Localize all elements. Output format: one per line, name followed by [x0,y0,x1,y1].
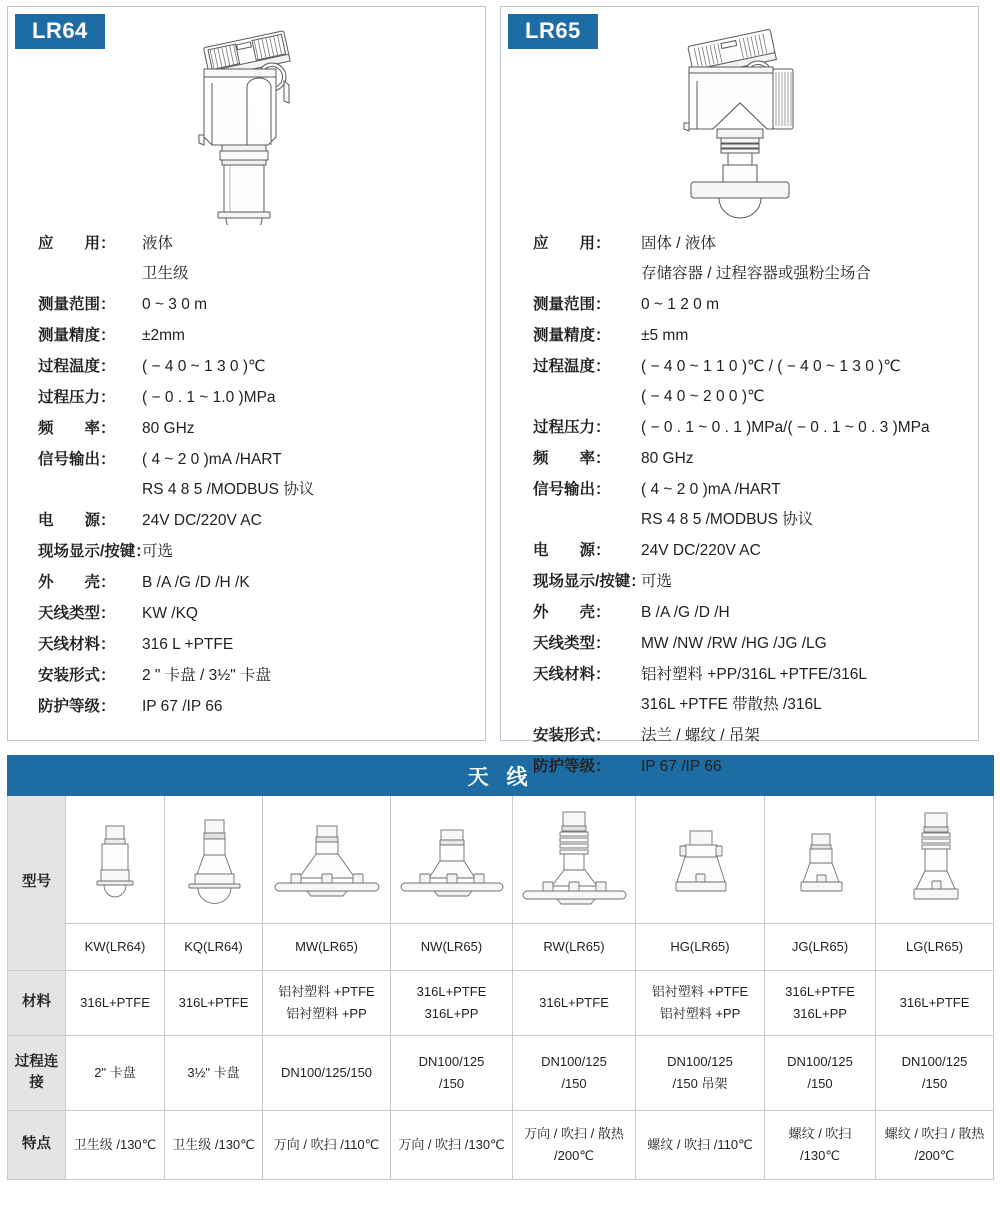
spec-label: 天线材料： [38,636,116,653]
spec-value: 2 " 卡盘 / 3½" 卡盘 [142,667,272,684]
product-tag-lr65: LR65 [508,14,598,49]
spec-value: 可选 [641,573,673,590]
spec-value: B /A /G /D /H /K [142,574,250,591]
spec-label: 过程压力： [38,389,116,406]
spec-row [38,383,471,413]
connection-value: DN100/125 /150 [876,1036,994,1111]
device-illustration-lr65 [501,25,978,230]
material-value: 铝衬塑料 +PTFE 铝衬塑料 +PP [636,971,765,1036]
spec-value: ( − 0 . 1 ~ 1.0 )MPa [142,389,276,406]
spec-row [38,445,471,505]
connection-value: DN100/125 /150 [765,1036,876,1111]
connection-value: 2" 卡盘 [66,1036,165,1111]
model-name: KW(LR64) [66,924,165,971]
feature-value: 卫生级 /130℃ [66,1111,165,1180]
spec-label: 测量精度： [38,327,116,344]
antenna-nw-icon [391,796,513,924]
spec-label: 安装形式： [533,727,611,744]
spec-value: 316 L +PTFE [142,636,234,653]
spec-row [38,568,471,598]
spec-label: 外 壳： [38,574,116,591]
spec-list-lr64 [38,229,471,723]
antenna-table-title: 天 线 [8,756,994,796]
spec-label: 应 用： [38,235,116,252]
spec-row [533,598,964,628]
feature-value: 万向 / 吹扫 /110℃ [263,1111,391,1180]
model-name: HG(LR65) [636,924,765,971]
spec-label: 电 源： [533,542,611,559]
feature-value: 螺纹 / 吹扫 /130℃ [765,1111,876,1180]
model-name: RW(LR65) [513,924,636,971]
spec-label: 现场显示/按键： [533,573,646,590]
spec-row [38,661,471,691]
model-name: JG(LR65) [765,924,876,971]
spec-value: 铝衬塑料 +PP/316L +PTFE/316L 316L +PTFE 带散热 /316L [641,666,868,713]
spec-row [38,352,471,382]
spec-value: KW /KQ [142,605,198,622]
spec-value: MW /NW /RW /HG /JG /LG [641,635,827,652]
antenna-feature-row [8,1111,994,1180]
spec-row [38,414,471,444]
spec-row [38,229,471,289]
model-name: NW(LR65) [391,924,513,971]
spec-value: ( − 4 0 ~ 1 1 0 )℃ / ( − 4 0 ~ 1 3 0 )℃ ( − 4 0 ~ 2 0 0 )℃ [641,358,901,405]
spec-row [38,630,471,660]
antenna-mw-icon [263,796,391,924]
spec-label: 过程温度： [38,358,116,375]
feature-value: 卫生级 /130℃ [165,1111,263,1180]
material-value: 316L+PTFE 316L+PP [765,971,876,1036]
spec-row [533,752,964,782]
spec-label: 测量范围： [38,296,116,313]
feature-value: 螺纹 / 吹扫 /110℃ [636,1111,765,1180]
spec-value: 80 GHz [641,450,694,467]
spec-label: 天线类型： [38,605,116,622]
spec-value: ( 4 ~ 2 0 )mA /HART RS 4 8 5 /MODBUS 协议 [641,481,814,528]
spec-label: 现场显示/按键： [38,543,151,560]
spec-row [38,506,471,536]
model-name: KQ(LR64) [165,924,263,971]
spec-row [533,475,964,535]
antenna-table [7,755,994,1180]
spec-label: 信号输出： [533,481,611,498]
spec-row [533,352,964,412]
material-value: 316L+PTFE 316L+PP [391,971,513,1036]
material-value: 316L+PTFE [513,971,636,1036]
antenna-hg-icon [636,796,765,924]
antenna-model-row [8,924,994,971]
spec-row [533,444,964,474]
antenna-connection-row [8,1036,994,1111]
spec-value: 可选 [142,543,174,560]
feature-value: 万向 / 吹扫 /130℃ [391,1111,513,1180]
rowhead-connection: 过程连接 [8,1036,66,1111]
connection-value: 3½" 卡盘 [165,1036,263,1111]
spec-value: ( − 0 . 1 ~ 0 . 1 )MPa/( − 0 . 1 ~ 0 . 3 )MPa [641,419,930,436]
material-value: 316L+PTFE [66,971,165,1036]
spec-label: 频 率： [38,420,116,437]
model-name: LG(LR65) [876,924,994,971]
antenna-lg-icon [876,796,994,924]
spec-value: ( − 4 0 ~ 1 3 0 )℃ [142,358,266,375]
antenna-table-wrap [0,755,1000,1180]
antenna-jg-icon [765,796,876,924]
spec-value: 80 GHz [142,420,195,437]
antenna-rw-icon [513,796,636,924]
spec-row [533,567,964,597]
rowhead-feature: 特点 [8,1111,66,1180]
rowhead-model: 型号 [8,796,66,971]
spec-label: 信号输出： [38,451,116,468]
connection-value: DN100/125 /150 吊架 [636,1036,765,1111]
spec-label: 外 壳： [533,604,611,621]
spec-value: ±2mm [142,327,185,344]
spec-label: 应 用： [533,235,611,252]
material-value: 316L+PTFE [876,971,994,1036]
spec-value: B /A /G /D /H [641,604,730,621]
spec-label: 防护等级： [533,758,611,775]
spec-label: 测量范围： [533,296,611,313]
feature-value: 螺纹 / 吹扫 / 散热 /200℃ [876,1111,994,1180]
spec-value: ( 4 ~ 2 0 )mA /HART RS 4 8 5 /MODBUS 协议 [142,451,315,498]
spec-value: IP 67 /IP 66 [641,758,722,775]
model-name: MW(LR65) [263,924,391,971]
spec-label: 天线材料： [533,666,611,683]
spec-row [533,629,964,659]
spec-value: ±5 mm [641,327,689,344]
spec-row [38,290,471,320]
spec-label: 电 源： [38,512,116,529]
spec-list-lr65 [533,229,964,783]
material-value: 铝衬塑料 +PTFE 铝衬塑料 +PP [263,971,391,1036]
spec-value: 0 ~ 1 2 0 m [641,296,719,313]
spec-row [38,599,471,629]
antenna-art-row [8,796,994,924]
antenna-material-row [8,971,994,1036]
spec-value: IP 67 /IP 66 [142,698,223,715]
connection-value: DN100/125/150 [263,1036,391,1111]
spec-label: 频 率： [533,450,611,467]
spec-row [533,413,964,443]
spec-row [38,321,471,351]
spec-value: 24V DC/220V AC [641,542,761,559]
spec-label: 防护等级： [38,698,116,715]
spec-value: 法兰 / 螺纹 / 吊架 [641,727,760,744]
antenna-kq-icon [165,796,263,924]
feature-value: 万向 / 吹扫 / 散热 /200℃ [513,1111,636,1180]
spec-row [533,660,964,720]
spec-row [533,536,964,566]
spec-row [38,692,471,722]
product-panel-lr64 [7,6,486,741]
spec-row [533,290,964,320]
device-illustration-lr64 [8,25,485,230]
spec-label: 过程压力： [533,419,611,436]
product-tag-lr64: LR64 [15,14,105,49]
connection-value: DN100/125 /150 [513,1036,636,1111]
spec-label: 测量精度： [533,327,611,344]
spec-row [533,229,964,289]
rowhead-material: 材料 [8,971,66,1036]
spec-row [533,721,964,751]
antenna-kw-icon [66,796,165,924]
product-panel-lr65 [500,6,979,775]
spec-label: 安装形式： [38,667,116,684]
connection-value: DN100/125 /150 [391,1036,513,1111]
spec-value: 固体 / 液体 存储容器 / 过程容器或强粉尘场合 [641,235,871,282]
spec-value: 液体 卫生级 [142,235,189,282]
spec-row [533,321,964,351]
material-value: 316L+PTFE [165,971,263,1036]
spec-value: 24V DC/220V AC [142,512,262,529]
spec-row [38,537,471,567]
spec-value: 0 ~ 3 0 m [142,296,208,313]
spec-label: 过程温度： [533,358,611,375]
spec-label: 天线类型： [533,635,611,652]
